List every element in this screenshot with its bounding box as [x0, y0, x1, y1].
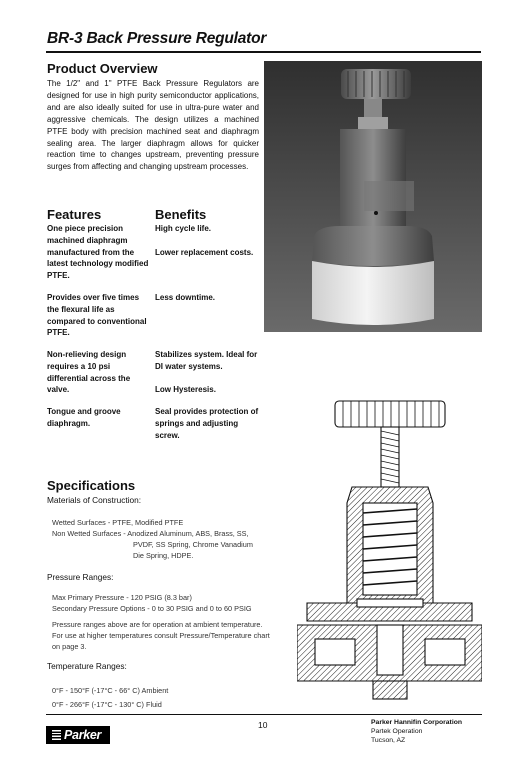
non-wetted-surfaces: Non Wetted Surfaces - Anodized Aluminum, ABS, Brass, SS,	[52, 529, 249, 538]
title-divider	[46, 51, 481, 53]
benefit-item: Seal provides protection of springs and adjusting screw.	[155, 407, 259, 440]
non-wetted-surfaces-cont: PVDF, SS Spring, Chrome Vanadium	[133, 540, 253, 549]
benefit-item: Less downtime.	[155, 293, 216, 302]
cross-section-drawing	[297, 393, 482, 705]
wetted-surfaces: Wetted Surfaces - PTFE, Modified PTFE	[52, 518, 184, 527]
overview-heading: Product Overview	[47, 61, 158, 76]
page-number: 10	[258, 720, 268, 730]
company-info	[371, 718, 462, 745]
feature-item: Non-relieving design requires a 10 psi differential across the valve.	[47, 350, 131, 395]
pressure-ranges-label: Pressure Ranges:	[47, 572, 114, 582]
temperature-ambient: 0°F - 150°F (-17°C - 66° C) Ambient	[52, 686, 169, 695]
overview-text: The 1/2" and 1" PTFE Back Pressure Regulators are designed for use in high purity semiconductor applications, and are also ideally suited for use in ultra-pure water and aggressive chemicals. The design utilizes a machined PTFE body with precision machined seat and diaphragm sealing area. The larger diaphragm allows for quicker reaction time to changes upstream, preventing pressure surges from affecting and changing upstream processes.	[47, 79, 259, 172]
product-photo	[264, 61, 482, 332]
feature-item: Provides over five times the flexural life as compared to conventional PTFE.	[47, 293, 147, 338]
feature-item: One piece precision machined diaphragm manufactured from the latest technology modified PTFE.	[47, 224, 149, 281]
benefits-heading: Benefits	[155, 207, 207, 222]
pressure-note: Pressure ranges above are for operation at ambient temperature. For use at higher temperatures consult Pressure/Temperature chart on page 3.	[52, 620, 270, 651]
company-name: Parker Hannifin Corporation	[371, 719, 463, 726]
footer-divider	[46, 714, 482, 715]
company-division: Partek Operation	[371, 728, 423, 735]
non-wetted-surfaces-cont: Die Spring, HDPE.	[133, 551, 194, 560]
specifications-heading: Specifications	[47, 478, 136, 493]
secondary-pressure: Secondary Pressure Options - 0 to 30 PSIG and 0 to 60 PSIG	[52, 604, 252, 613]
materials-label: Materials of Construction:	[47, 495, 142, 505]
logo-text: Parker	[64, 728, 102, 742]
parker-logo	[46, 726, 110, 744]
feature-item: Tongue and groove diaphragm.	[47, 407, 121, 428]
benefit-item: High cycle life. Lower replacement costs.	[155, 224, 254, 257]
parker-logo-icon	[52, 730, 61, 740]
features-heading: Features	[47, 207, 102, 222]
max-primary-pressure: Max Primary Pressure - 120 PSIG (8.3 bar)	[52, 593, 192, 602]
company-city: Tucson, AZ	[371, 737, 406, 744]
page-title: BR-3 Back Pressure Regulator	[47, 30, 267, 47]
temperature-ranges-label: Temperature Ranges:	[47, 661, 127, 671]
temperature-fluid: 0°F - 266°F (-17°C - 130° C) Fluid	[52, 700, 162, 709]
benefit-item: Stabilizes system. Ideal for DI water systems. Low Hysteresis.	[155, 350, 258, 395]
